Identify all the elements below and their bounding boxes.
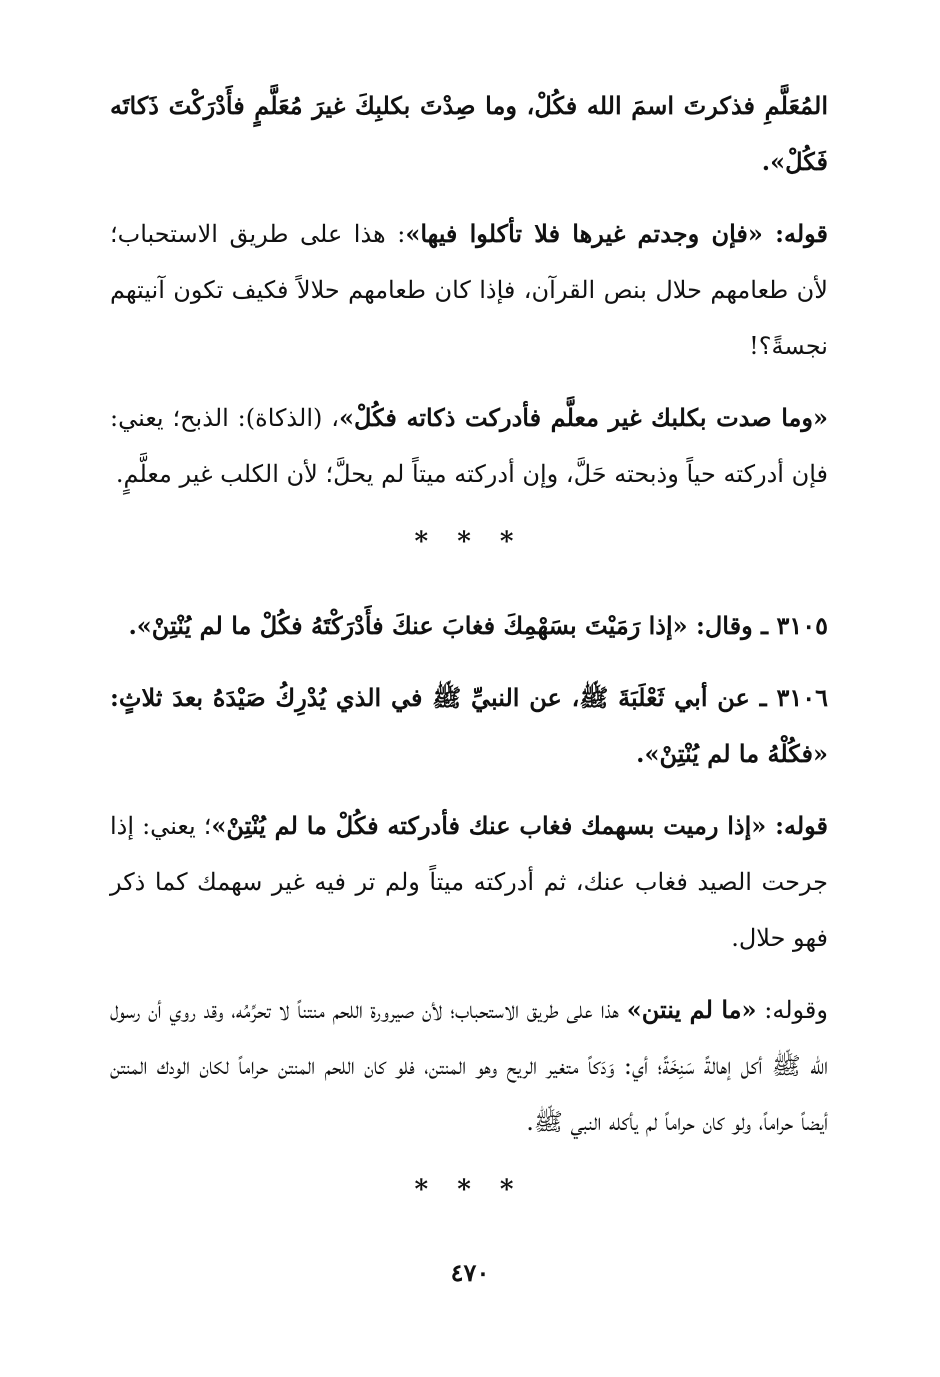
page-number: ٤٧٠ — [450, 1258, 490, 1287]
bold-text-run: المُعَلَّمِ فذكرتَ اسمَ الله فكُلْ، وما صِدْتَ بكلبِكَ غيرَ مُعَلَّمٍ فأَدْرَكْتَ ذَكاتَه فَكُلْ». — [110, 91, 828, 176]
paragraph — [110, 390, 828, 502]
paragraph — [110, 982, 828, 1150]
bold-text-run: قوله: «فإن وجدتم غيرها فلا تأكلوا فيها» — [405, 219, 828, 248]
text-run: وقوله: — [756, 996, 828, 1024]
bold-text-run: ٣١٠٦ ـ عن أبي ثَعْلَبَةَ ﷺ، عن النبيِّ ﷺ في الذي يُدْرِكُ صَيْدَهُ بعدَ ثلاثٍ: «فكُلْهُ ما لم يُنْتِنْ». — [110, 683, 828, 768]
section-separator: * * * — [414, 527, 524, 557]
paragraph — [110, 78, 828, 190]
paragraph — [110, 206, 828, 374]
bold-text-run: قوله: «إذا رميت بسهمك فغاب عنك فأدركته فكُلْ ما لم يُنْتِنْ» — [211, 811, 829, 840]
text-run: هذا على طريق الاستحباب؛ لأن صيرورة اللحم منتناً لا تحرِّمُه، وقد روي أن رسول الله ﷺ أكل إهالةً سَنِخَةً؛ أي: وَدَكاً متغير الريح وهو المنتن، فلو كان اللحم المنتن حراماً لكان الودك المنتن أيضاً حراماً، ولو كان حراماً لم يأكله النبي ﷺ. — [110, 996, 829, 1136]
paragraph — [110, 670, 828, 782]
bold-text-run: «وما صدت بكلبك غير معلَّم فأدركت ذكاته فكُلْ» — [338, 403, 828, 432]
bold-text-run: ٣١٠٥ ـ وقال: «إذا رَمَيْتَ بسَهْمِكَ فغابَ عنكَ فأَدْرَكْتَهُ فكُلْ ما لم يُنْتِنْ». — [128, 611, 828, 640]
text-run: ؛ يعني: إذا جرحت الصيد فغاب عنك، ثم أدركته ميتاً ولم تر فيه غير سهمك كما ذكر فهو حلال. — [110, 812, 828, 952]
text-run: ، (الذكاة): الذبح؛ يعني: فإن أدركته حياً وذبحته حَلَّ، وإن أدركته ميتاً لم يحلَّ؛ لأن الكلب غير معلَّمٍ. — [110, 404, 828, 488]
paragraph — [110, 798, 828, 966]
page-body — [110, 78, 828, 1220]
section-separator: * * * — [414, 1175, 524, 1205]
paragraph — [110, 598, 828, 654]
text-run: : هذا على طريق الاستحباب؛ لأن طعامهم حلال بنص القرآن، فإذا كان طعامهم حلالاً فكيف تكون آنيتهم نجسةً؟! — [110, 220, 828, 360]
bold-text-run: «ما لم ينتن» — [626, 995, 757, 1024]
